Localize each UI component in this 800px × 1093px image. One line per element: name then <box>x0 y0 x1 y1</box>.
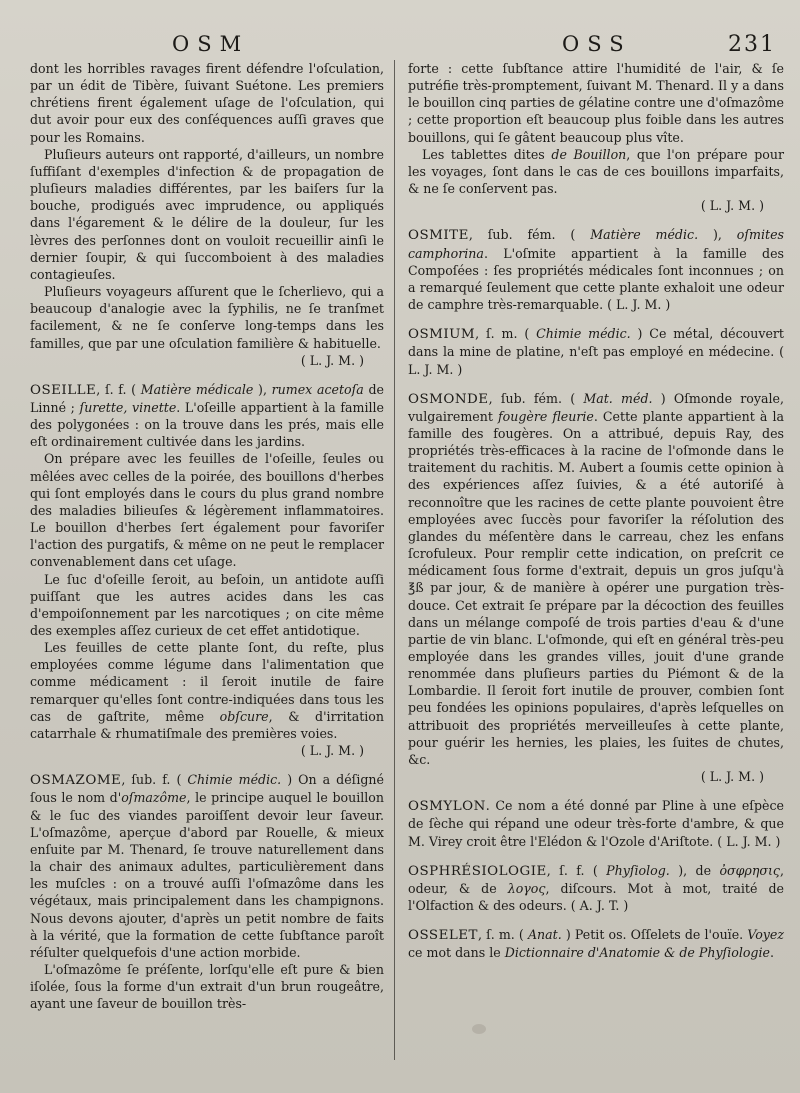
osphresiologie-after-category: ), de <box>669 862 720 878</box>
osmazome-category: Chimie médic. <box>187 772 282 788</box>
osmonde-after-category: ) Oſmonde royale, vulgairement <box>408 390 784 424</box>
osmonde-text: . Cette plante appartient à la famille des fougères. On a attribué, depuis Ray, des propriétés très-efficaces à la racine de l'oſmonde dans le traitement du rachitis. M. Aubert a ſoumis cette opinion à des expériences aſſez ſuivies, & a été autoriſé à reconnoître que les racines de cette plante pouvoient être employées avec ſuccès pour favoriſer la réſolution des glandes du méſentère dans le carreau, chez les enfans ſcrofuleux. Pour remplir cette indication, on preſcrit ce médicament ſous forme d'extrait, depuis un gros juſqu'à ℥ß par jour, & de manière à opérer une purgation très-douce. Cet extrait ſe prépare par la décoction des feuilles dans un mélange compoſé de trois parties d'eau & d'une partie de vin blanc. L'oſmonde, qui eſt en général très-peu employée dans les grandes villes, jouit d'une grande renommée dans pluſieurs parties du Piémont & de la Lombardie. Il ſeroit fort inutile de prouver, combien ſont peu fondées les opinions populaires, d'après leſquelles on attribuoit des propriétés merveilleuſes à cette plante, pour guérir les hernies, les plaies, les ſuites de chutes, &c. <box>408 408 784 767</box>
oseille-signature: ( L. J. M. ) <box>300 743 364 759</box>
entry-osmazome <box>30 771 384 1012</box>
osphresiologie-signature: ( A. J. T. ) <box>570 898 629 914</box>
osmazome-headword: OSMAZOME <box>30 773 122 789</box>
osselet-end: . <box>769 945 774 961</box>
osmazome-signature: ( L. J. M. ) <box>700 198 764 214</box>
entry-osmite <box>408 226 784 313</box>
osmazome-paragraph-1 <box>30 771 384 961</box>
osmite-gender: , ſub. fém. ( <box>468 227 591 243</box>
osmonde-paragraph <box>408 390 784 768</box>
oseille-paragraph-4 <box>30 639 384 742</box>
two-column-body <box>30 60 784 1012</box>
tablettes-b: , que l'on prépare pour les voyages, ſont dans le cas de ces bouillons imparfaits, & ne ſe conſervent pas. <box>408 146 784 197</box>
oseille-paragraph-2: On prépare avec les feuilles de l'oſeille, ſeules ou mêlées avec celles de la poirée, des bouillons d'herbes qui ſont employés dans le cours du plus grand nombre des maladies bilieuſes & légèrement inflammatoires. Le bouillon d'herbes ſert également pour favoriſer l'action des purgatifs, & même on ne peut le remplacer convenablement dans cet uſage. <box>30 451 384 570</box>
page-number: 231 <box>728 32 776 57</box>
osmonde-common-name: fougère fleurie <box>497 408 594 424</box>
osselet-mid: ce mot dans le <box>408 945 505 961</box>
osmite-latin: oſmites camphorina <box>408 227 784 261</box>
osselet-category: Anat. <box>527 927 562 943</box>
osphresiologie-mid: , odeur, & de <box>408 862 784 896</box>
osmite-paragraph <box>408 226 784 313</box>
oseille-p4-b: , & d'irritation catarrhale & rhumatiſmale des premières voies. <box>30 708 384 741</box>
oseille-after-category: ), <box>253 381 272 397</box>
osmium-category: Chimie médic. <box>536 326 631 342</box>
osselet-after-category: ) Petit os. Oſſelets de l'ouïe. <box>561 927 748 943</box>
header-left-guide-word: OSM <box>172 32 250 56</box>
oseille-headword: OSEILLE <box>30 382 97 398</box>
header-right-guide-word: OSS <box>562 32 632 56</box>
entry-osselet <box>408 926 784 961</box>
osmite-signature: ( L. J. M. ) <box>607 297 671 313</box>
tablettes-em: de Bouillon <box>551 146 627 162</box>
osmite-headword: OSMITE <box>408 228 469 244</box>
osmazome-name: oſmazôme <box>121 790 187 806</box>
tablettes-a: Les tablettes dites <box>422 146 552 162</box>
oseille-latin: rumex acetoſa <box>271 381 364 397</box>
osphresiologie-paragraph <box>408 862 784 914</box>
oseille-category: Matière médicale <box>140 381 254 397</box>
osmite-text: . L'oſmite appartient à la famille des Compoſées : ſes propriétés médicales ſont inconnues ; on a remarqué ſeulement que cette plante exhaloit une odeur de camphre très-remarquable. <box>408 245 784 313</box>
intro-signature: ( L. J. M. ) <box>300 352 364 368</box>
osmium-paragraph <box>408 325 784 377</box>
ink-smudge <box>472 1024 486 1034</box>
osmylon-paragraph <box>408 797 784 849</box>
osmazome-text: , le principe auquel le bouillon & le ſuc des viandes paroiſſent devoir leur ſaveur. L'oſmazôme, aperçue d'abord par Rouelle, & mieux enſuite par M. Thenard, ſe trouve naturellement dans la chair des animaux adultes, particulièrement dans les muſcles : on a trouvé auſſi l'oſmazôme dans les végétaux, mais principalement dans les champignons. Nous devons ajouter, d'après un petit nombre de faits à la vérité, que la formation de cette ſubſtance paroît réſulter quelquefois d'une action morbide. <box>30 790 384 960</box>
osmazome-paragraph-2: L'oſmazôme ſe préſente, lorſqu'elle eſt pure & bien iſolée, ſous la forme d'un extrait d'un brun rougeâtre, ayant une ſaveur de bouillon très- <box>30 961 384 1012</box>
osselet-headword: OSSELET <box>408 928 478 944</box>
osmite-after-category: ), <box>698 227 737 243</box>
running-header <box>30 26 784 60</box>
osmazome-gender: , ſub. f. ( <box>121 772 188 788</box>
osmonde-signature: ( L. J. M. ) <box>700 769 764 785</box>
oseille-paragraph-3: Le ſuc d'oſeille ſeroit, au beſoin, un antidote auſſi puiſſant que les autres acides dans les cas d'empoiſonnement par les narcotiques ; on cite même des exemples aſſez curieux de cet effet antidotique. <box>30 571 384 638</box>
osmium-gender: , ſ. m. ( <box>475 326 537 342</box>
oseille-paragraph-1 <box>30 381 384 451</box>
osphresiologie-category: Phyſiolog. <box>606 862 670 878</box>
oseille-linne: de Linné ; <box>30 381 384 415</box>
intro-paragraph-1: dont les horribles ravages firent défendre l'oſculation, par un édit de Tibère, ſuivant Suétone. Les premiers chrétiens firent également uſage de l'oſculation, qui dut avoir pour eux des conſéquences auſſi graves que pour les Romains. <box>30 61 384 145</box>
osmylon-headword: OSMYLON <box>408 799 486 815</box>
entry-osmylon <box>408 797 784 849</box>
oseille-synonyms: ſurette, vinette <box>79 399 177 415</box>
osmylon-text: . Ce nom a été donné par Pline à une eſpèce de ſèche qui répand une odeur très-forte d'ambre, & que M. Virey croit être l'Elédon & l'Ozole d'Ariſtote. <box>408 798 784 849</box>
right-column <box>394 60 784 1012</box>
osmylon-signature: ( L. J. M. ) <box>717 833 781 849</box>
entry-osmium <box>408 325 784 377</box>
osselet-gender: , ſ. m. ( <box>477 927 528 943</box>
oseille-p4-em: obſcure <box>219 708 269 724</box>
osmazome-continuation: forte : cette ſubſtance attire l'humidité de l'air, & ſe putréfie très-promptement, ſuivant M. Thenard. Il y a dans le bouillon cinq parties de gélatine contre une d'oſmazôme ; cette proportion eſt beaucoup plus foible dans les autres bouillons, qui ſe gâtent beaucoup plus vîte. <box>408 61 784 145</box>
osselet-voyez: Voyez <box>747 927 785 943</box>
osphresiologie-headword: OSPHRÉSIOLOGIE <box>408 863 547 879</box>
entry-oseille <box>30 381 384 759</box>
osmonde-category: Mat. méd. <box>583 390 653 406</box>
osselet-paragraph <box>408 926 784 961</box>
oseille-gender: , ſ. f. ( <box>96 381 141 397</box>
osmium-headword: OSMIUM <box>408 327 476 343</box>
entry-osmonde <box>408 390 784 786</box>
entry-osphresiologie <box>408 862 784 914</box>
tablettes-paragraph <box>408 146 784 197</box>
osmite-category: Matière médic. <box>590 227 699 243</box>
oseille-p4-a: Les feuilles de cette plante ſont, du reſte, plus employées comme légume dans l'alimentation que comme médicament : il ſeroit inutile de faire remarquer qu'elles ſont contre-indiquées dans tous les cas de gaſtrite, même <box>30 640 384 724</box>
intro-paragraph-3: Pluſieurs voyageurs aſſurent que le ſcherlievo, qui a beaucoup d'analogie avec la ſyphilis, ne ſe tranſmet facilement, & ne ſe conſerve long-temps dans les familles, que par une oſculation familière & habituelle. <box>30 284 384 351</box>
osmazome-after-category: ) On a déſigné ſous le nom d' <box>30 772 384 806</box>
osphresiologie-greek-1: ὀσφρησις <box>719 862 780 878</box>
osphresiologie-gender: , ſ. f. ( <box>546 862 607 878</box>
intro-paragraph-2: Pluſieurs auteurs ont rapporté, d'ailleurs, un nombre ſuffiſant d'exemples d'infection & de propagation de pluſieurs maladies différentes, par les baiſers ſur la bouche, prodigués avec imprudence, ou appliqués dans l'égarement & le délire de la douleur, ſur les lèvres des perſonnes dont on vouloit recueillir ainſi le dernier ſoupir, & qui ſuccomboient à des maladies contagieuſes. <box>30 146 384 282</box>
osphresiologie-text: , diſcours. Mot à mot, traité de l'Olfaction & des odeurs. <box>408 880 784 914</box>
oseille-text: . L'oſeille appartient à la famille des polygonées : on la trouve dans les prés, mais elle eſt ordinairement cultivée dans les jardins. <box>30 399 384 450</box>
left-column <box>30 60 394 1012</box>
column-divider <box>394 60 395 1060</box>
osmonde-gender: , ſub. fém. ( <box>488 390 584 406</box>
osphresiologie-greek-2: λογος <box>507 880 546 896</box>
osmium-signature: ( L. J. M. ) <box>408 344 784 377</box>
osmium-text: ) Ce métal, découvert dans la mine de platine, n'eſt pas employé en médecine. <box>408 326 784 360</box>
osmonde-headword: OSMONDE <box>408 391 489 407</box>
osselet-dictionary-ref: Dictionnaire d'Anatomie & de Phyſiologie <box>504 945 770 961</box>
